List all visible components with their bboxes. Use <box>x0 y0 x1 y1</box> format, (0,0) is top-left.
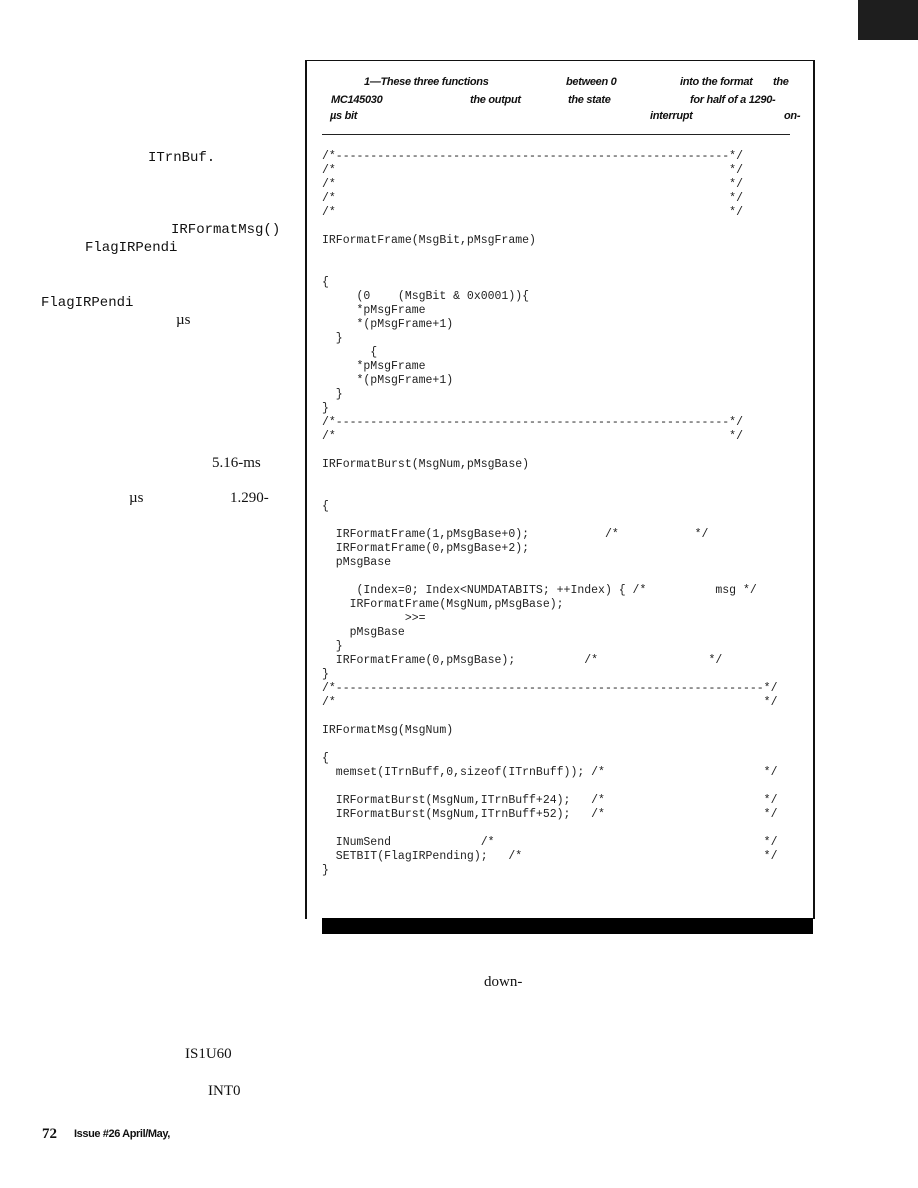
sidebar-fragment: FlagIRPendi <box>41 295 134 311</box>
code-line <box>322 486 777 500</box>
code-line: /*--------------------------------------------------------------*/ <box>322 682 778 695</box>
sidebar-fragment: ITrnBuf. <box>148 150 216 166</box>
caption-fragment: on- <box>784 110 801 122</box>
code-line <box>322 444 777 458</box>
code-line: } <box>322 864 329 877</box>
code-line: SETBIT(FlagIRPending); /* */ <box>322 850 778 863</box>
caption-fragment: MC145030 <box>331 94 383 106</box>
code-line: IRFormatFrame(0,pMsgBase+2); <box>322 542 530 555</box>
code-line: /* */ <box>322 206 743 219</box>
code-line: /* */ <box>322 192 743 205</box>
code-line <box>322 248 777 262</box>
caption-fragment: interrupt <box>650 110 693 122</box>
code-line: } <box>322 402 329 415</box>
caption-fragment: into the format <box>680 76 753 88</box>
body-fragment: IS1U60 <box>185 1046 232 1062</box>
code-line: { <box>322 346 378 359</box>
code-line <box>322 710 777 724</box>
code-line: INumSend /* */ <box>322 836 778 849</box>
code-line <box>322 780 777 794</box>
sidebar-fragment: µs <box>129 490 144 506</box>
caption-fragment: the output <box>470 94 521 106</box>
code-line: } <box>322 388 343 401</box>
code-line: } <box>322 332 343 345</box>
code-line: *(pMsgFrame+1) <box>322 318 454 331</box>
code-line: /* */ <box>322 164 743 177</box>
code-line: *pMsgFrame <box>322 304 426 317</box>
code-line: { <box>322 276 329 289</box>
code-line: IRFormatMsg(MsgNum) <box>322 724 454 737</box>
code-line: } <box>322 640 343 653</box>
code-line: /*---------------------------------------------------------*/ <box>322 150 743 163</box>
code-line: IRFormatFrame(0,pMsgBase); /* */ <box>322 654 723 667</box>
code-line: /* */ <box>322 696 778 709</box>
code-line: { <box>322 752 329 765</box>
caption-fragment: µs bit <box>330 110 358 122</box>
caption-fragment: the <box>773 76 789 88</box>
code-line: (Index=0; Index<NUMDATABITS; ++Index) { /* msg */ <box>322 584 757 597</box>
code-line: *(pMsgFrame+1) <box>322 374 454 387</box>
code-listing <box>322 150 777 878</box>
code-line <box>322 570 777 584</box>
code-line: (0 (MsgBit & 0x0001)){ <box>322 290 530 303</box>
body-fragment: down- <box>484 974 523 990</box>
code-line: IRFormatBurst(MsgNum,ITrnBuff+24); /* */ <box>322 794 778 807</box>
code-line: /* */ <box>322 430 743 443</box>
page-number: 72 <box>42 1126 57 1142</box>
sidebar-fragment: 1.290- <box>230 490 269 506</box>
code-line: >>= <box>322 612 426 625</box>
sidebar-fragment: µs <box>176 312 191 328</box>
sidebar-fragment: FlagIRPendi <box>85 240 178 256</box>
corner-mark <box>858 0 918 40</box>
code-line: /* */ <box>322 178 743 191</box>
listing-bottom-bar <box>322 918 813 934</box>
code-line: IRFormatBurst(MsgNum,ITrnBuff+52); /* */ <box>322 808 778 821</box>
caption-fragment: 1—These three functions <box>364 76 489 88</box>
code-line <box>322 738 777 752</box>
caption-fragment: the state <box>568 94 611 106</box>
code-line: IRFormatFrame(1,pMsgBase+0); /* */ <box>322 528 709 541</box>
code-line: memset(ITrnBuff,0,sizeof(ITrnBuff)); /* */ <box>322 766 778 779</box>
code-line: /*---------------------------------------------------------*/ <box>322 416 743 429</box>
caption-fragment: for half of a 1290- <box>690 94 776 106</box>
sidebar-fragment: 5.16-ms <box>212 455 261 471</box>
issue-label: Issue #26 April/May, <box>74 1128 170 1140</box>
body-fragment: INT0 <box>208 1083 241 1099</box>
caption-fragment: between 0 <box>566 76 617 88</box>
code-line <box>322 822 777 836</box>
code-line <box>322 514 777 528</box>
caption-rule <box>322 134 790 135</box>
code-line <box>322 472 777 486</box>
sidebar-fragment: IRFormatMsg() <box>171 222 281 238</box>
code-line <box>322 262 777 276</box>
code-line: IRFormatFrame(MsgNum,pMsgBase); <box>322 598 564 611</box>
code-line: pMsgBase <box>322 626 405 639</box>
code-line: } <box>322 668 329 681</box>
code-line: *pMsgFrame <box>322 360 426 373</box>
code-line: IRFormatBurst(MsgNum,pMsgBase) <box>322 458 530 471</box>
code-line: IRFormatFrame(MsgBit,pMsgFrame) <box>322 234 536 247</box>
code-line: pMsgBase <box>322 556 392 569</box>
code-line: { <box>322 500 329 513</box>
code-line <box>322 220 777 234</box>
